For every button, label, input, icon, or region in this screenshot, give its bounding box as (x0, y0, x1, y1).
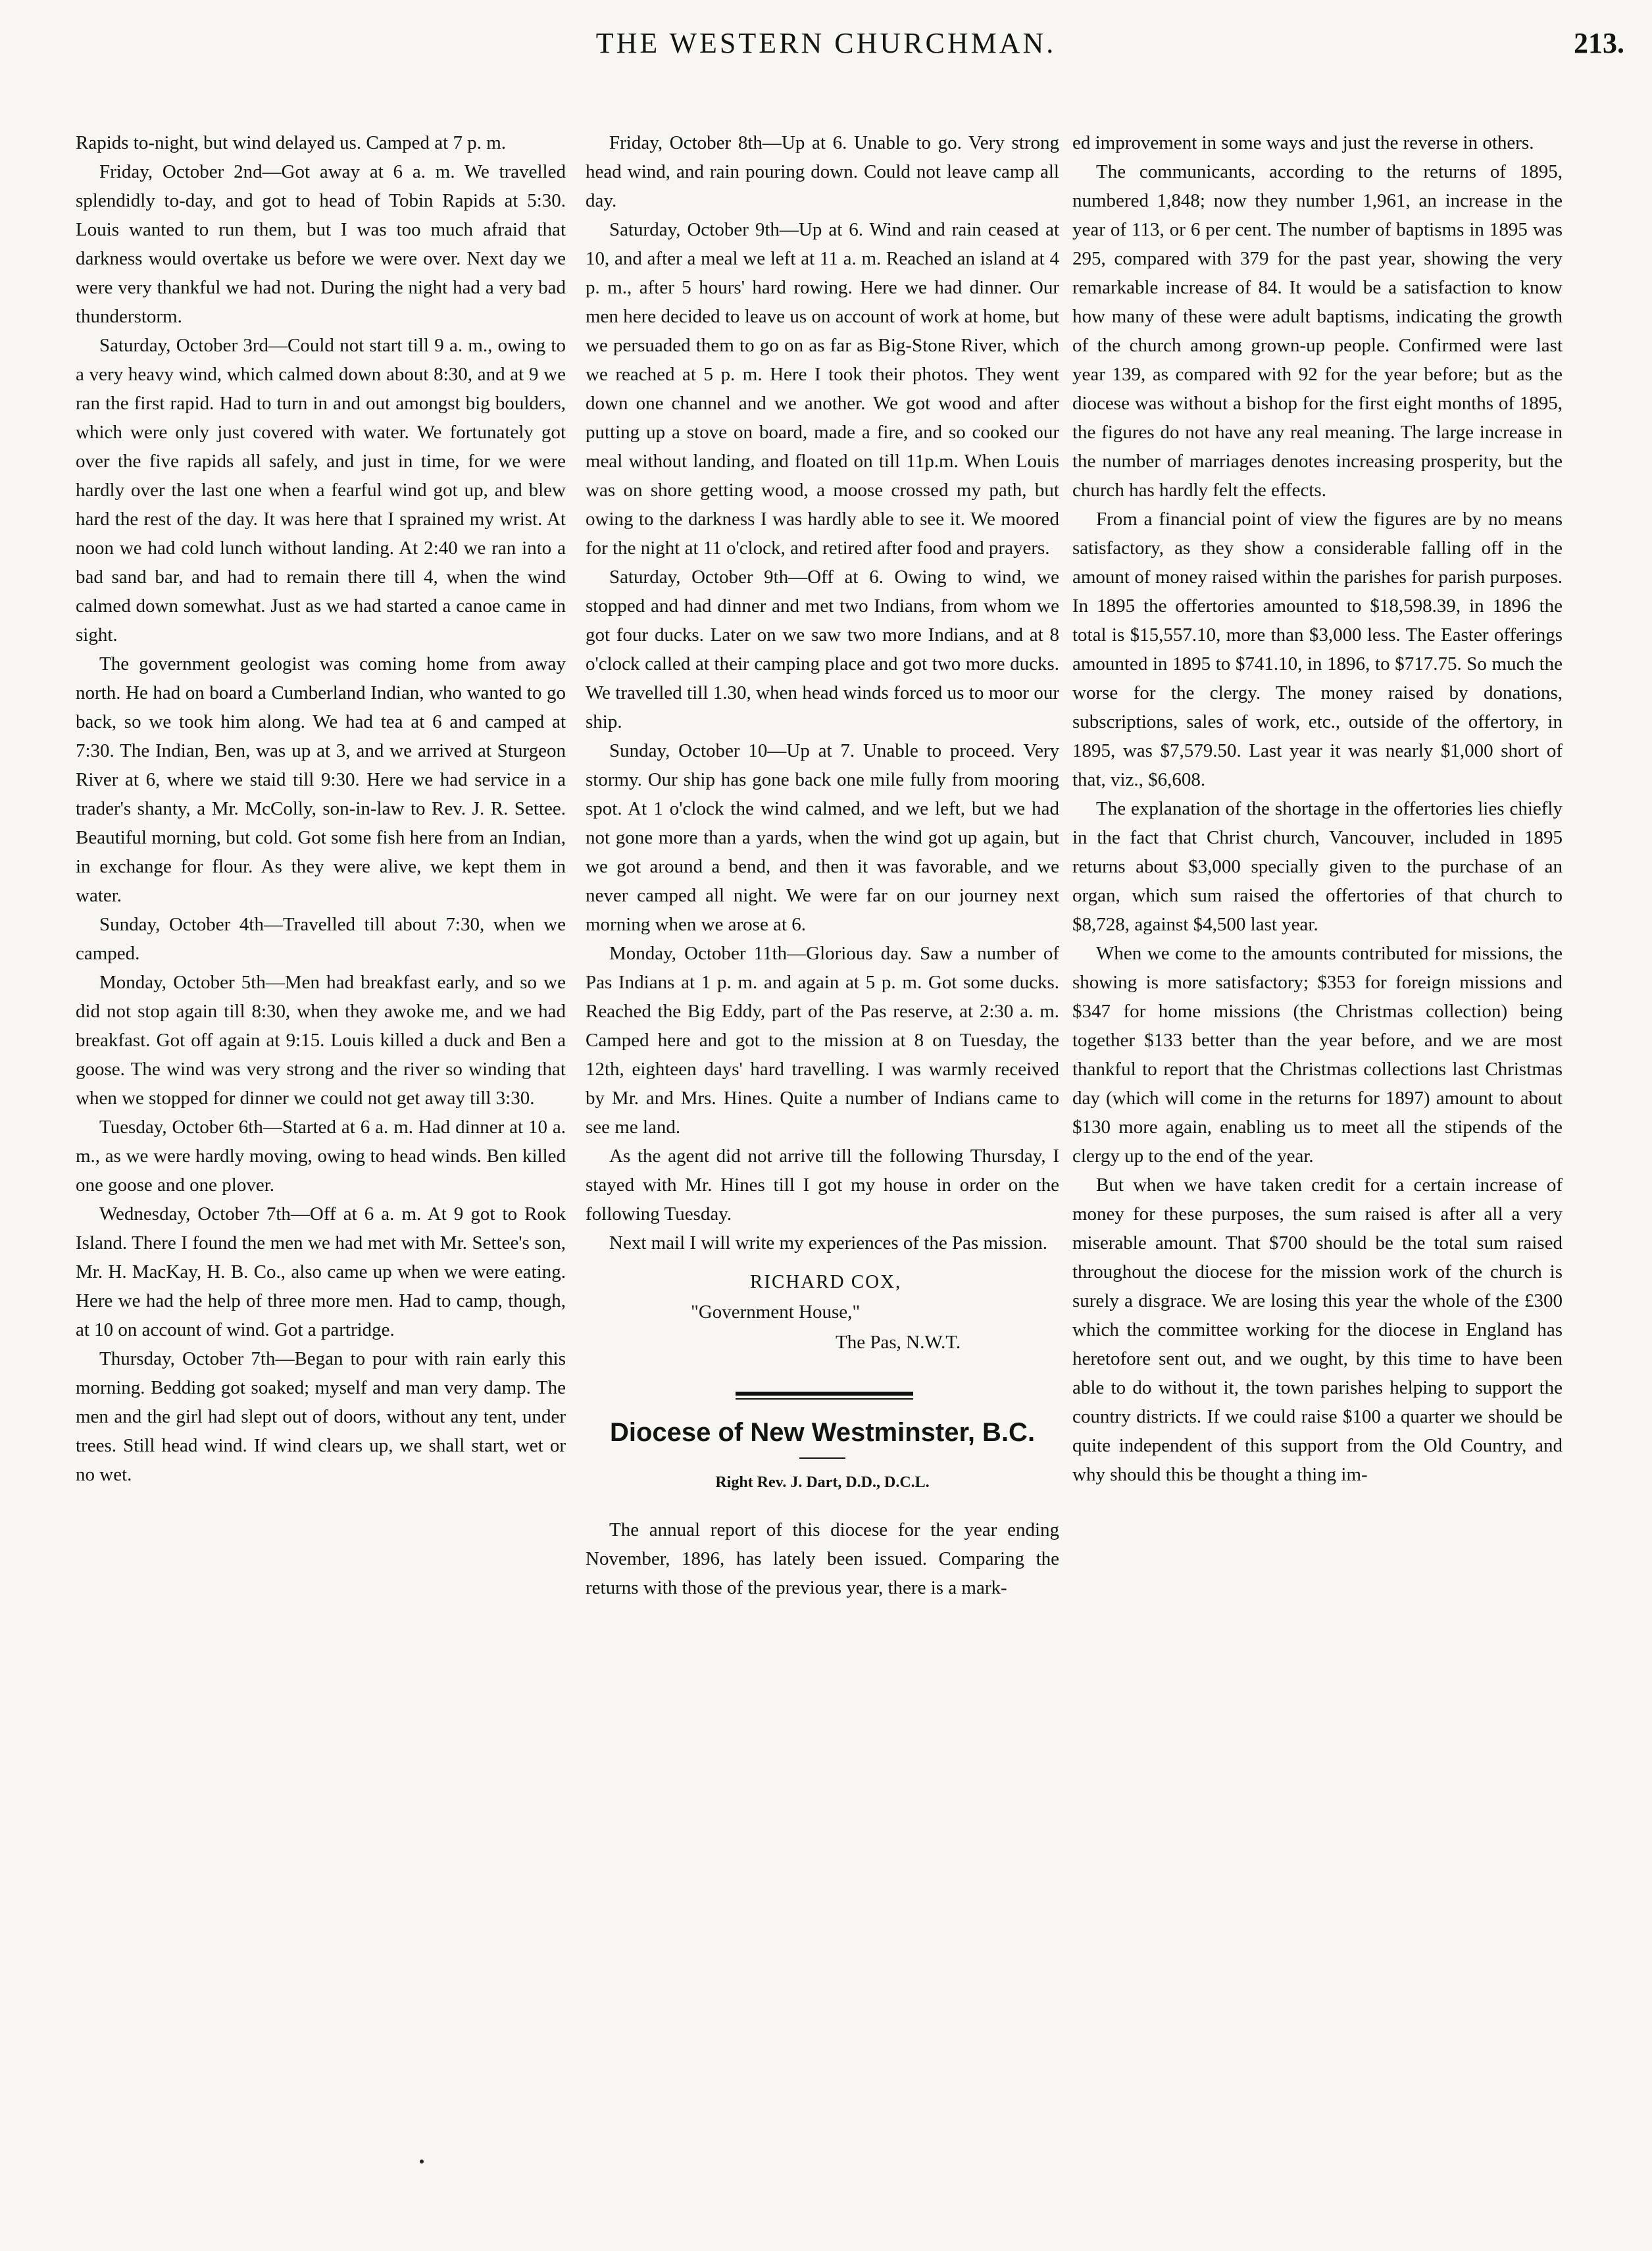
diary-entry: Sunday, October 4th—Travelled till about 7:30, when we camped. (76, 914, 566, 964)
paragraph: Next mail I will write my experiences of the Pas mission. (609, 1232, 1048, 1253)
diary-entry: Monday, October 5th—Men had breakfast early, and so we did not stop again till 8:30, when they awoke me, and we had breakfast. Got off again at 9:15. Louis killed a duck and Ben a goose. The wind was very strong and the river so winding that when we stopped for dinner we could not get away till 3:30. (76, 972, 566, 1109)
column-3 (1072, 128, 1563, 2208)
signature-town: The Pas, N.W.T. (836, 1332, 961, 1353)
diary-entry: Friday, October 2nd—Got away at 6 a. m. We travelled splendidly to-day, and got to head of Tobin Rapids at 5:30. Louis wanted to run them, but I was too much afraid that darkness would overtake us before we were over. Next day we were very thankful we had not. During the night had a very bad thunderstorm. (76, 161, 566, 327)
paragraph: ed improvement in some ways and just the reverse in others. (1072, 132, 1534, 153)
short-divider (799, 1457, 845, 1459)
page-number: 213. (1574, 27, 1624, 59)
section-heading: Diocese of New Westminster, B.C. (609, 1418, 1036, 1447)
paragraph: From a financial point of view the figures are by no means satisfactory, as they show a considerable falling off in the amount of money raised within the parishes for parish purposes. In 1895 the offertories amounted to $18,598.39, in 1896 the total is $15,557.10, more than $3,000 less. The Easter offerings amounted in 1895 to $741.10, in 1896, to $717.75. So much the worse for the clergy. The money raised by donations, subscriptions, sales of work, etc., outside of the offertory, in 1895, was $7,579.50. Last year it was nearly $1,000 short of that, viz., $6,608. (1072, 509, 1563, 790)
diary-entry: Friday, October 8th—Up at 6. Unable to go. Very strong head wind, and rain pouring down. Could not leave camp all day. (586, 132, 1059, 211)
paragraph: The annual report of this diocese for the year ending November, 1896, has lately been issued. Comparing the returns with those of the previous year, there is a mark- (586, 1519, 1059, 1598)
diary-entry: Saturday, October 9th—Up at 6. Wind and rain ceased at 10, and after a meal we left at 11 a. m. Reached an island at 4 p. m., after 5 hours' hard rowing. Here we had dinner. Our men here decided to leave us on account of work at home, but we persuaded them to go on as far as Big-Stone River, which we reached at 5 p. m. Here I took their photos. They went down one channel and we another. We got wood and after putting up a stove on board, made a fire, and so cooked our meal without landing, and floated on till 11p.m. When Louis was on shore getting wood, a moose crossed my path, but owing to the darkness I was hardly able to see it. We moored for the night at 11 o'clock, and retired after food and prayers. (586, 219, 1059, 559)
bishop-byline: Right Rev. J. Dart, D.D., D.C.L. (715, 1474, 930, 1491)
page-header (0, 26, 1652, 86)
diary-entry: Saturday, October 3rd—Could not start till 9 a. m., owing to a very heavy wind, which calmed down about 8:30, and at 9 we ran the first rapid. Had to turn in and out amongst big boulders, which were only just covered with water. We fortunately got over the five rapids all safely, and just in time, for we were hardly over the last one when a fearful wind got up, and blew hard the rest of the day. It was here that I sprained my wrist. At noon we had cold lunch without landing. At 2:40 we ran into a bad sand bar, and had to remain there till 4, when the wind calmed down somewhat. Just as we had started a canoe came in sight. (76, 335, 566, 645)
paragraph: When we come to the amounts contributed for missions, the showing is more satisfactory; $353 for foreign missions and $347 for home missions (the Christmas collection) being together $133 better than the year before, and we are most thankful to report that the Christmas collections last Christmas day (which will come in the returns for 1897) amount to about $130 more again, enabling us to meet all the stipends of the clergy up to the end of the year. (1072, 943, 1563, 1167)
paragraph: The communicants, according to the returns of 1895, numbered 1,848; now they number 1,961, an increase in the year of 113, or 6 per cent. The number of baptisms in 1895 was 295, compared with 379 for the past year, showing the very remarkable increase of 84. It would be a satisfaction to know how many of these were adult baptisms, indicating the growth of the church among grown-up people. Confirmed were last year 139, as compared with 92 for the year before; but as the diocese was without a bishop for the first eight months of 1895, the figures do not have any real meaning. The large increase in the number of marriages denotes increasing prosperity, but the church has hardly felt the effects. (1072, 161, 1563, 501)
paragraph: The government geologist was coming home from away north. He had on board a Cumberland Indian, who wanted to go back, so we took him along. We had tea at 6 and camped at 7:30. The Indian, Ben, was up at 3, and we arrived at Sturgeon River at 6, where we staid till 9:30. Here we had service in a trader's shanty, a Mr. McColly, son-in-law to Rev. J. R. Settee. Beautiful morning, but cold. Got some fish here from an Indian, in exchange for flour. As they were alive, we kept them in water. (76, 653, 566, 906)
column-2 (586, 128, 1059, 2208)
diary-entry: Wednesday, October 7th—Off at 6 a. m. At 9 got to Rook Island. There I found the men we had met with Mr. Settee's son, Mr. H. MacKay, H. B. Co., also came up when we were eating. Here we had the help of three more men. Had to camp, though, at 10 on account of wind. Got a partridge. (76, 1203, 566, 1340)
print-mark (420, 2160, 424, 2163)
section-divider (736, 1392, 913, 1400)
paragraph: The explanation of the shortage in the offertories lies chiefly in the fact that Christ church, Vancouver, included in 1895 returns about $3,000 specially given to the purchase of an organ, which sum raised the offertories of that church to $8,728, against $4,500 last year. (1072, 798, 1563, 935)
signature-block (586, 1267, 1059, 1357)
signature-name: RICHARD COX, (750, 1271, 902, 1292)
diary-entry: Thursday, October 7th—Began to pour with rain early this morning. Bedding got soaked; myself and man very damp. The men and the girl had slept out of doors, without any tent, under trees. Still head wind. If wind clears up, we shall start, wet or no wet. (76, 1348, 566, 1485)
diary-entry: Saturday, October 9th—Off at 6. Owing to wind, we stopped and had dinner and met two Indians, from whom we got four ducks. Later on we saw two more Indians, and at 8 o'clock called at their camping place and got two more ducks. We travelled till 1.30, when head winds forced us to moor our ship. (586, 567, 1059, 732)
diary-entry: Monday, October 11th—Glorious day. Saw a number of Pas Indians at 1 p. m. and again at 5 p. m. Got some ducks. Reached the Big Eddy, part of the Pas reserve, at 2:30 a. m. Camped here and got to the mission at 8 on Tuesday, the 12th, eighteen days' hard travelling. I was warmly received by Mr. and Mrs. Hines. Quite a number of Indians came to see me land. (586, 943, 1059, 1138)
paragraph: But when we have taken credit for a certain increase of money for these purposes, the sum raised is after all a very miserable amount. That $700 should be the total sum raised throughout the diocese for the mission work of the church is surely a disgrace. We are losing this year the whole of the £300 which the committee working for the diocese in England has heretofore sent out, and we ought, by this time to have been able to do without it, the town parishes helping to support the country districts. If we could raise $100 a quarter we should be quite independent of this support from the Old Country, and why should this be thought a thing im- (1072, 1175, 1563, 1485)
diary-entry: Tuesday, October 6th—Started at 6 a. m. Had dinner at 10 a. m., as we were hardly moving, owing to head winds. Ben killed one goose and one plover. (76, 1117, 566, 1196)
column-1 (76, 128, 566, 2208)
diary-entry: Sunday, October 10—Up at 7. Unable to proceed. Very stormy. Our ship has gone back one mile fully from mooring spot. At 1 o'clock the wind calmed, and we left, but we had not gone more than a yards, when the wind got up again, but we got around a bend, and then it was favorable, and we never camped all night. We were far on our journey next morning when we arose at 6. (586, 740, 1059, 935)
paragraph: As the agent did not arrive till the following Thursday, I stayed with Mr. Hines till I got my house in order on the following Tuesday. (586, 1146, 1059, 1225)
paragraph: Rapids to-night, but wind delayed us. Camped at 7 p. m. (76, 132, 507, 153)
journal-title: THE WESTERN CHURCHMAN. (595, 27, 1057, 59)
signature-place: "Government House," (691, 1302, 861, 1323)
